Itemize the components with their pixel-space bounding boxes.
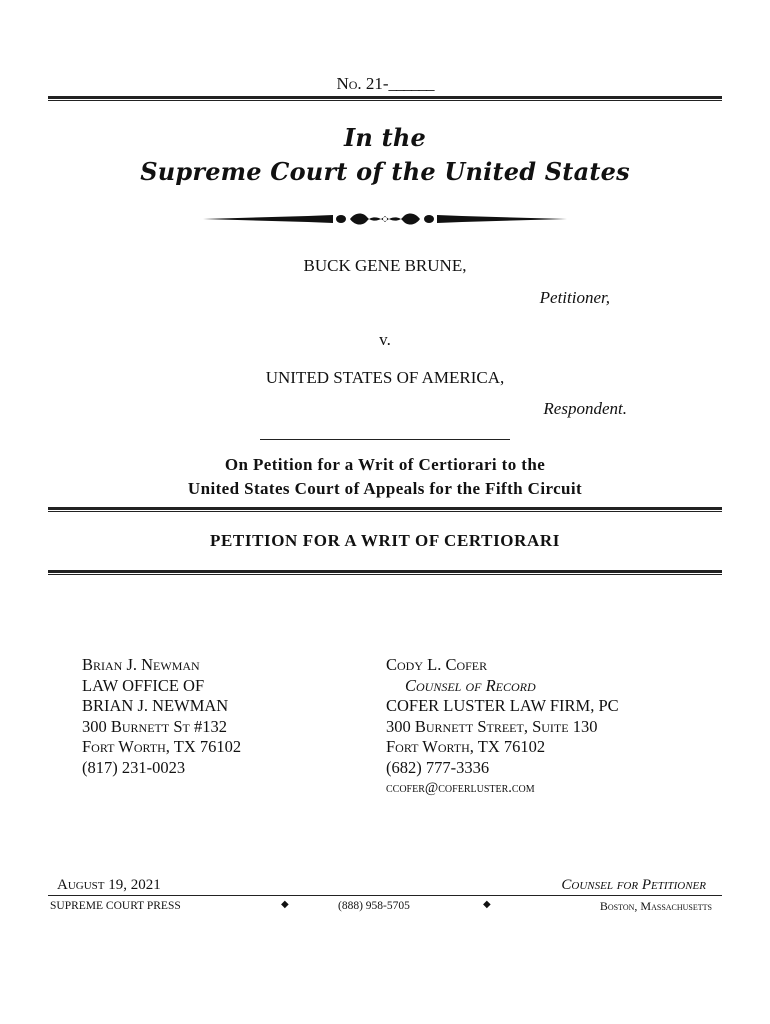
counsel-left-firm-line-2: BRIAN J. NEWMAN [82,696,229,715]
footer-bullet-2: ◆ [483,899,491,910]
title-top-rule [48,507,722,512]
counsel-right-email: ccofer@coferluster.com [386,780,535,796]
filing-date: August 19, 2021 [57,877,161,893]
petitioner-name: BUCK GENE BRUNE, [303,256,467,275]
top-rule [48,96,722,101]
counsel-right-firm: COFER LUSTER LAW FIRM, PC [386,696,619,715]
press-name: SUPREME COURT PRESS [50,900,181,912]
footer-rule [48,895,722,896]
document-title: PETITION FOR A WRIT OF CERTIORARI [210,531,560,550]
court-line-1: In the [343,123,427,152]
press-location: Boston, Massachusetts [599,899,712,913]
counsel-right-city: Fort Worth, TX 76102 [386,737,546,756]
docket-number [0,74,770,94]
court-line-2: Supreme Court of the United States [140,157,630,186]
docket-label: No. 21- [336,74,389,93]
versus: v. [379,330,391,349]
short-rule [260,439,510,440]
press-phone: (888) 958-5705 [338,900,410,912]
counsel-for: Counsel for Petitioner [561,877,706,893]
counsel-left [82,655,241,778]
counsel-right [386,655,619,799]
counsel-left-name: Brian J. Newman [82,655,200,674]
respondent-role: Respondent. [543,399,627,418]
petition-from-line-2: United States Court of Appeals for the Fifth Circuit [187,479,583,498]
counsel-left-phone: (817) 231-0023 [82,757,186,777]
petition-from-line-1: On Petition for a Writ of Certiorari to the [224,455,546,474]
counsel-right-phone: (682) 777-3336 [386,757,490,777]
respondent-name: UNITED STATES OF AMERICA, [265,368,505,387]
counsel-left-firm-line-1: LAW OFFICE OF [82,675,205,695]
ornament-divider [203,210,567,228]
title-bottom-rule [48,570,722,575]
counsel-left-address: 300 Burnett St #132 [82,716,227,736]
counsel-right-role: Counsel of Record [405,675,536,695]
counsel-right-name: Cody L. Cofer [386,655,488,674]
petitioner-role: Petitioner, [539,288,610,307]
counsel-left-city: Fort Worth, TX 76102 [82,737,242,756]
counsel-right-address: 300 Burnett Street, Suite 130 [386,716,598,736]
footer-bullet-1: ◆ [281,899,289,910]
docket-blank: ______ [388,74,434,93]
